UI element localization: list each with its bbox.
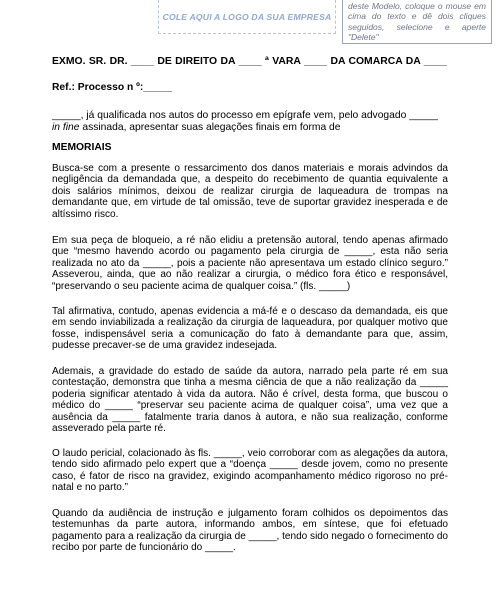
process-reference: Ref.: Processo n º:_____ [52, 82, 172, 93]
paragraph-6: Quando da audiência de instrução e julgamento foram colhidos os depoimentos das testemunhas da parte autora, informando ambos, em síntese, que foi efetuado pagamento para a realização da cirurgia de _____, tendo sido negado o fornecimento do recibo por parte de funcionário do _____. [52, 508, 449, 554]
section-title: MEMORIAIS [52, 142, 112, 153]
intro-line-1: _____, já qualificada nos autos do processo em epígrafe vem, pelo advogado _____ [52, 110, 438, 121]
paragraph-1: Busca-se com a presente o ressarcimento dos danos materiais e morais advindos da negligência da demandada que, a despeito do recebimento de quantia equivalente a dois salários mínimos, deixou de realizar cirurgia de laqueadura de trompas na demandante que, em virtude de tal omissão, teve de suportar gravidez inesperada e de altíssimo risco. [52, 163, 448, 220]
model-instruction-text: deste Modelo, coloque o mouse em cima do texto e dê dois cliques seguidos, selecione e aperte "Delete" [348, 1, 486, 42]
document-header: EXMO. SR. DR. ____ DE DIREITO DA ____ ª VARA ____ DA COMARCA DA ____ [52, 56, 447, 67]
paragraph-4: Ademais, a gravidade do estado de saúde da autora, narrado pela parte ré em sua contestação, demonstra que tinha a mesma ciência de que a não realização da _____ poderia significar atentado à vida da autora. Não é crível, desta forma, que buscou o médico do _____ “preservar seu paciente acima de qualquer coisa”, uma vez que a ausência da _____ fatalmente traria danos à autora, e não sua realização, conforme asseverado pela parte ré. [52, 366, 448, 435]
logo-placeholder[interactable] [158, 0, 336, 34]
model-instruction-note [342, 0, 492, 44]
intro-line-2-text: assinada, apresentar suas alegações finais em forma de [79, 122, 341, 133]
paragraph-5: O laudo pericial, colacionado às fls. _____, veio corroborar com as alegações da autora, tendo sido afirmado pelo expert que a “doença _____ desde jovem, como no presente caso, é fator de risco na gravidez, exigindo acompanhamento médico rigoroso no pré-natal e no parto.” [52, 448, 448, 494]
paragraph-2: Em sua peça de bloqueio, a ré não elidiu a pretensão autoral, tendo apenas afirmado que “mesmo havendo acordo ou pagamento pela cirurgia de _____, esta não seria realizada no ato da _____, pois a paciente não apresentava um estado clínico seguro.” Asseverou, ainda, que ao não realizar a cirurgia, o médico fora ético e responsável, “preservando o seu paciente acima de qualquer coisa.” (fls. _____) [52, 235, 448, 292]
logo-placeholder-text: COLE AQUI A LOGO DA SUA EMPRESA [162, 12, 332, 22]
paragraph-3: Tal afirmativa, contudo, apenas evidencia a má-fé e o descaso da demandada, eis que em sendo inviabilizada a realização da cirurgia de laqueadura, por qualquer motivo que fosse, indispensável seria a comunicação do fato à demandante para que, assim, pudesse precaver-se de uma gravidez indesejada. [52, 306, 448, 352]
intro-line-2 [52, 122, 341, 133]
intro-in-fine: in fine [52, 122, 80, 133]
